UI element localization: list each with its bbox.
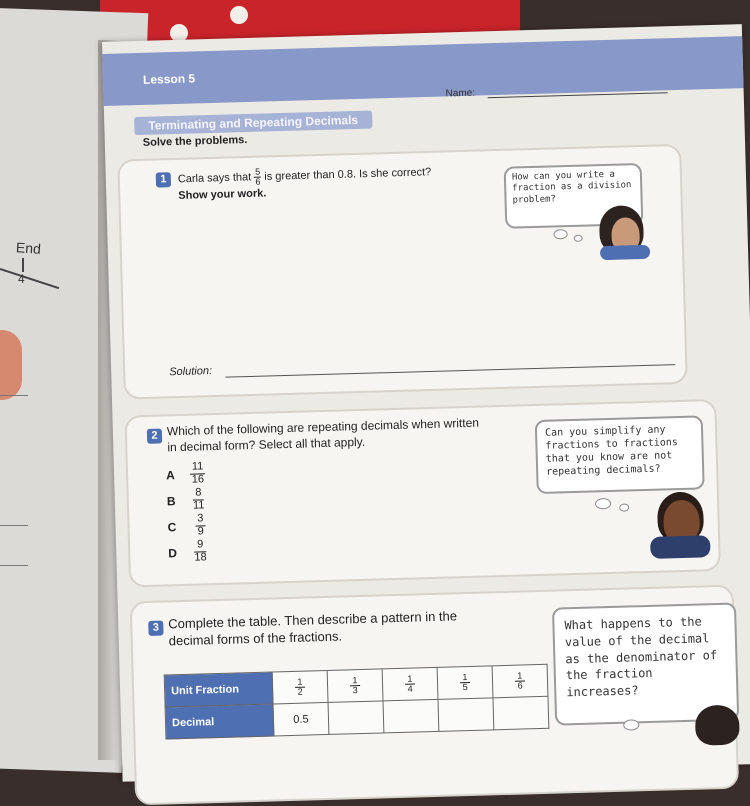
solution-line[interactable] xyxy=(225,364,675,378)
left-page-rule xyxy=(0,395,28,396)
problem-3-number: 3 xyxy=(148,621,163,636)
choice-a-denominator: 16 xyxy=(191,472,205,486)
problem-3-box xyxy=(130,585,739,806)
table-cell xyxy=(272,670,328,704)
table-cell xyxy=(492,664,548,698)
problem-1-fraction xyxy=(254,168,262,187)
problem-1-box xyxy=(117,144,687,400)
table-cell xyxy=(382,667,438,701)
girl-avatar-hair xyxy=(695,704,740,745)
choice-b-letter[interactable]: B xyxy=(166,494,176,509)
fraction-numerator: 5 xyxy=(254,166,261,177)
problem-2-hint-text: Can you simplify any fractions to fractions that you know are not repeating decimals? xyxy=(544,424,679,478)
problem-1-show-work: Show your work. xyxy=(178,187,267,202)
cell-numerator: 1 xyxy=(515,671,524,681)
problem-3-question: Complete the table. Then describe a pattern in the decimal forms of the fractions. xyxy=(168,608,458,649)
name-label: Name: xyxy=(445,87,476,100)
decimal-cell[interactable] xyxy=(438,698,494,732)
cell-denominator: 6 xyxy=(517,680,523,691)
fraction-denominator: 6 xyxy=(255,176,261,187)
boy-avatar-shirt xyxy=(650,535,711,559)
choice-b-numerator: 8 xyxy=(192,487,204,500)
decimal-header: Decimal xyxy=(165,704,274,739)
problem-1-hint-text: How can you write a fraction as a division problem? xyxy=(511,169,632,206)
problem-2-number: 2 xyxy=(147,428,162,443)
table-cell xyxy=(327,669,383,703)
choice-a-numerator: 11 xyxy=(190,461,206,474)
problem-1-text-before: Carla says that xyxy=(177,171,252,186)
thought-dot xyxy=(623,719,639,730)
problem-2-hint-bubble xyxy=(535,415,705,494)
left-page-end-label: End xyxy=(15,239,42,257)
cell-numerator: 1 xyxy=(350,676,359,686)
choice-c-letter[interactable]: C xyxy=(167,520,177,535)
unit-fraction-header: Unit Fraction xyxy=(164,672,273,707)
problem-1-question xyxy=(178,162,469,203)
choice-d-fraction[interactable] xyxy=(194,539,207,563)
choice-c-numerator: 3 xyxy=(195,513,205,526)
instructions: Solve the problems. xyxy=(142,133,248,149)
choice-d-denominator: 18 xyxy=(194,550,207,564)
thought-dot xyxy=(553,229,567,239)
decimal-cell[interactable]: 0.5 xyxy=(273,702,329,736)
decimal-cell[interactable] xyxy=(383,699,439,733)
cell-denominator: 3 xyxy=(352,684,358,695)
thought-dot xyxy=(574,235,583,242)
choice-c-denominator: 9 xyxy=(197,524,204,538)
header-band xyxy=(102,36,743,106)
unit-fraction-table xyxy=(164,664,550,740)
solution-label: Solution: xyxy=(169,365,213,379)
problem-2-question: Which of the following are repeating decimals when written in decimal form? Select all that apply. xyxy=(166,415,480,454)
left-page-rule xyxy=(0,565,28,566)
table-cell xyxy=(437,666,493,700)
problem-1-number: 1 xyxy=(156,172,171,187)
thought-dot xyxy=(595,498,611,509)
cell-denominator: 4 xyxy=(407,683,413,694)
worksheet-page xyxy=(102,24,750,782)
left-page-axis-number: 4 xyxy=(18,272,25,286)
girl-avatar-shirt xyxy=(600,245,650,260)
choice-a-fraction[interactable] xyxy=(190,461,206,486)
choice-d-numerator: 9 xyxy=(194,539,207,552)
finger xyxy=(0,330,22,400)
decimal-cell[interactable] xyxy=(328,701,384,735)
problem-2-box xyxy=(124,399,721,587)
choice-c-fraction[interactable] xyxy=(195,513,206,537)
problem-3-hint-text: What happens to the value of the decimal as the denominator of the fraction increases? xyxy=(564,614,718,700)
fabric-dot xyxy=(230,6,248,24)
cell-denominator: 2 xyxy=(297,686,303,697)
choice-b-denominator: 11 xyxy=(192,498,205,512)
cell-denominator: 5 xyxy=(462,681,468,692)
left-page-tick xyxy=(22,258,24,272)
decimal-cell[interactable] xyxy=(493,696,549,730)
left-page-rule xyxy=(0,525,28,526)
lesson-label: Lesson 5 xyxy=(142,71,196,87)
cell-numerator: 1 xyxy=(405,674,414,684)
cell-numerator: 1 xyxy=(460,672,469,682)
problem-1-text-after: is greater than 0.8. Is she correct? xyxy=(264,166,432,183)
topic-title: Terminating and Repeating Decimals xyxy=(134,110,372,135)
choice-b-fraction[interactable] xyxy=(192,487,204,511)
choice-a-letter[interactable]: A xyxy=(165,468,175,483)
choice-d-letter[interactable]: D xyxy=(168,546,178,561)
cell-numerator: 1 xyxy=(295,677,304,687)
thought-dot xyxy=(619,503,629,511)
